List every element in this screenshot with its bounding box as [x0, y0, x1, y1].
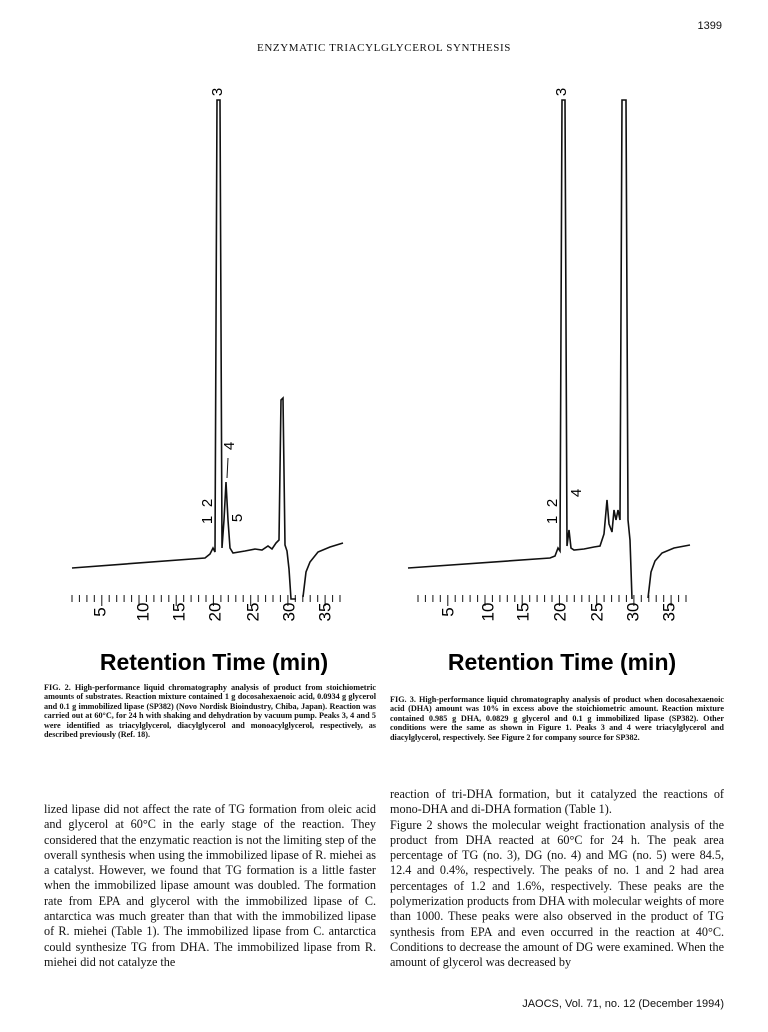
- fig3-tick-25: 25: [587, 602, 607, 622]
- fig2-tick-5: 5: [90, 607, 110, 617]
- fig2-trace: [72, 100, 296, 599]
- figure-3-caption: FIG. 3. High-performance liquid chromatography analysis of product when docosahexaenoic acid (DHA) amount was 10% in excess above the stoichiometric amount. Reaction mixture contained 0.985 g DHA, 0.0829 g glycerol and 0.1 g immobilized lipase (SP382). Other conditions were the same as shown in Figure 1. Peaks 3 and 4 were triacylglycerol and diacylglycerol, respectively. See Figure 2 for company source for SP382.: [390, 695, 724, 742]
- fig3-tick-35: 35: [659, 602, 679, 622]
- fig3-tick-20: 20: [550, 602, 570, 622]
- fig3-axis-title: Retention Time (min): [447, 649, 677, 675]
- fig2-axis-title: Retention Time (min): [99, 649, 329, 675]
- fig2-tick-35: 35: [315, 602, 335, 622]
- fig2-peak-3-label: 3: [208, 87, 226, 97]
- fig3-peak-1-label: 1: [543, 515, 561, 525]
- fig2-peak-4-label: 4: [220, 441, 238, 451]
- fig2-tick-25: 25: [243, 602, 263, 622]
- fig2-tick-10: 10: [133, 602, 153, 622]
- fig3-trace-tail: [648, 545, 690, 598]
- fig2-trace-tail: [303, 543, 343, 597]
- fig3-peak-2-label: 2: [543, 498, 561, 508]
- fig3-peak-4-label: 4: [567, 488, 585, 498]
- body-right-column: reaction of tri-DHA formation, but it catalyzed the reactions of mono-DHA and di-DHA formation (Table 1). Figure 2 shows the molecular weight fractionation analysis of the product from DHA reacted at 60°C for 24 h. The peak area percentage of TG (no. 3), DG (no. 4) and MG (no. 5) were 84.5, 12.4 and 0.4%, respectively. The peaks of no. 1 and 2 had area percentages of 1.2 and 1.6%, respectively. These peaks are the polymerization products from DHA with molecular weights of more than 1000. These peaks were also observed in the product of TG synthesis from EPA and even occurred in the reaction at 40°C. Conditions to decrease the amount of DG were examined. When the amount of glycerol was decreased by: [390, 787, 724, 970]
- fig2-tick-30: 30: [279, 602, 299, 622]
- fig3-peak-3-label: 3: [552, 87, 570, 97]
- fig2-tick-15: 15: [169, 602, 189, 622]
- body-left-column: lized lipase did not affect the rate of TG formation from oleic acid and glycerol at 60°C in the early stage of the reaction. They considered that the enzymatic reaction is not the limiting step of the overall synthesis when using the immobilized lipase of R. miehei as a catalyst. However, we found that TG formation is a little faster when the immobilized lipase amount was doubled. The formation rate from EPA and glycerol with the immobilized lipase of C. antarctica was much greater than that with the immobilized lipase of R. miehei (Table 1). The immobilized lipase from C. antarctica could synthesize TG from DHA. The immobilized lipase from R. miehei did not catalyze the: [44, 802, 376, 969]
- fig3-tick-10: 10: [478, 602, 498, 622]
- running-head: ENZYMATIC TRIACYLGLYCEROL SYNTHESIS: [257, 42, 511, 54]
- fig2-peak-5-label: 5: [228, 513, 246, 523]
- fig2-peak-2-label: 2: [198, 498, 216, 508]
- page-number: 1399: [697, 20, 722, 32]
- journal-footer: JAOCS, Vol. 71, no. 12 (December 1994): [522, 998, 724, 1010]
- figure-2-chromatogram: [72, 88, 343, 675]
- figure-2-caption: FIG. 2. High-performance liquid chromatography analysis of product from stoichiometric amounts of substrates. Reaction mixture contained 1 g docosahexaenoic acid, 0.0934 g glycerol and 0.1 g immobilized lipase (SP382) (Novo Nordisk Bioindustry, Chiba, Japan). Reaction was carried out at 60°C, for 24 h with shaking and dehydration by vacuum pump. Peaks 3, 4 and 5 were identified as triacylglycerol, diacylglycerol and monoacylglycerol, respectively, as described previously (Ref. 18).: [44, 683, 376, 740]
- fig2-peak-1-label: 1: [198, 515, 216, 525]
- fig3-trace: [408, 100, 632, 599]
- fig3-tick-15: 15: [513, 602, 533, 622]
- figure-3-chromatogram: [408, 88, 690, 675]
- fig3-tick-5: 5: [438, 607, 458, 617]
- fig2-peak-4-pointer: [227, 458, 228, 478]
- fig3-tick-30: 30: [623, 602, 643, 622]
- fig2-tick-20: 20: [205, 602, 225, 622]
